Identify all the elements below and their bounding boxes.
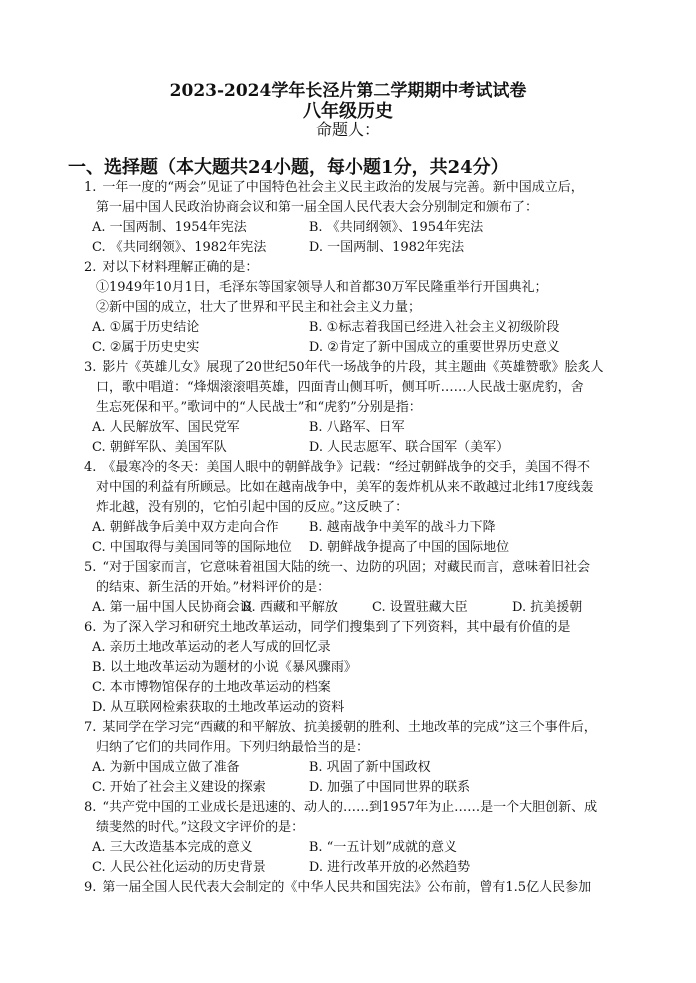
- question-number: 4.: [84, 460, 97, 475]
- question-list: [84, 178, 644, 898]
- question-stem-text: “共产党中国的工业成长是迅速的、动人的……到1957年为止……是一个大胆创新、成: [102, 800, 598, 815]
- answer-option[interactable]: D. 进行改革开放的必然趋势: [308, 860, 471, 875]
- question-stem-line: ②新中国的成立，壮大了世界和平民主和社会主义力量；: [96, 300, 422, 315]
- answer-option[interactable]: C. 中国取得与美国同等的国际地位: [92, 540, 292, 555]
- question-stem-first-line: [84, 458, 644, 478]
- question-number: 5.: [84, 560, 97, 575]
- question-stem-text: 某同学在学习完“西藏的和平解放、抗美援朝的胜利、土地改革的完成”这三个事件后，: [102, 720, 597, 735]
- answer-option[interactable]: C. 《共同纲领》、1982年宪法: [92, 240, 267, 255]
- option-row: [84, 858, 644, 878]
- question-stem-text: 为了深入学习和研究土地改革运动，同学们搜集到了下列资料，其中最有价值的是: [102, 620, 571, 635]
- option-row: [84, 638, 644, 658]
- question-stem-first-line: [84, 798, 644, 818]
- answer-option[interactable]: A. 一国两制、1954年宪法: [92, 220, 247, 235]
- option-row: [84, 678, 644, 698]
- question-item: [84, 458, 644, 558]
- answer-option[interactable]: C. 朝鲜军队、美国军队: [92, 440, 227, 455]
- answer-option[interactable]: A. 第一届中国人民协商会议: [92, 600, 253, 615]
- question-number: 7.: [84, 720, 97, 735]
- answer-option[interactable]: C. ②属于历史史实: [92, 340, 200, 355]
- question-stem-line: 归纳了它们的共同作用。下列归纳最恰当的是：: [96, 740, 370, 755]
- option-row: [84, 318, 644, 338]
- question-number: 9.: [84, 880, 97, 895]
- question-stem-first-line: [84, 878, 644, 898]
- answer-option[interactable]: C. 设置驻藏大臣: [372, 600, 468, 615]
- exam-title: 2023-2024学年长泾片第二学期期中考试试卷: [169, 81, 527, 101]
- question-stem-text: 一年一度的“两会”见证了中国特色社会主义民主政治的发展与完善。新中国成立后，: [102, 180, 584, 195]
- question-stem-first-line: [84, 358, 644, 378]
- answer-option[interactable]: B. 西藏和平解放: [242, 600, 338, 615]
- answer-option[interactable]: C. 本市博物馆保存的土地改革运动的档案: [92, 680, 331, 695]
- question-stem-first-line: [84, 618, 644, 638]
- question-stem-line: 绩斐然的时代。”这段文字评价的是：: [96, 820, 305, 835]
- question-item: [84, 358, 644, 458]
- question-number: 8.: [84, 800, 97, 815]
- question-stem-line: 口，歌中唱道：“烽烟滚滚唱英雄，四面青山侧耳听，侧耳听……人民战士驱虎豹，舍: [96, 380, 584, 395]
- question-stem-text: “对于国家而言，它意味着祖国大陆的统一、边防的巩固；对藏民而言，意味着旧社会: [102, 560, 591, 575]
- answer-option[interactable]: D. 抗美援朝: [512, 600, 583, 615]
- answer-option[interactable]: B. 以土地改革运动为题材的小说《暴风骤雨》: [92, 660, 357, 675]
- answer-option[interactable]: B. 巩固了新中国政权: [308, 760, 431, 775]
- question-item: [84, 718, 644, 798]
- question-number: 2.: [84, 260, 97, 275]
- question-item: [84, 618, 644, 718]
- question-stem-line: 炸北越，没有别的，它怕引起中国的反应。”这反映了：: [96, 500, 409, 515]
- question-stem-first-line: [84, 258, 644, 278]
- answer-option[interactable]: B. 八路军、日军: [308, 420, 405, 435]
- option-row: [84, 598, 644, 618]
- question-stem-line: 第一届中国人民政治协商会议和第一届全国人民代表大会分别制定和颁布了：: [96, 200, 539, 215]
- answer-option[interactable]: D. 加强了中国同世界的联系: [308, 780, 471, 795]
- question-item: [84, 178, 644, 258]
- question-stem-text: 对以下材料理解正确的是：: [102, 260, 259, 275]
- answer-option[interactable]: A. 三大改造基本完成的意义: [92, 840, 253, 855]
- question-item: [84, 798, 644, 878]
- answer-option[interactable]: C. 开始了社会主义建设的探索: [92, 780, 266, 795]
- answer-option[interactable]: A. 人民解放军、国民党军: [92, 420, 240, 435]
- option-row: [84, 658, 644, 678]
- section-heading: 一、选择题（本大题共24小题，每小题1分，共24分）: [68, 157, 509, 178]
- question-number: 3.: [84, 360, 97, 375]
- answer-option[interactable]: A. 朝鲜战争后美中双方走向合作: [92, 520, 279, 535]
- question-stem-first-line: [84, 178, 644, 198]
- answer-option[interactable]: D. 人民志愿军、联合国军（美军）: [308, 440, 510, 455]
- author-label: 命题人：: [315, 120, 380, 139]
- question-stem-text: 第一届全国人民代表大会制定的《中华人民共和国宪法》公布前，曾有1.5亿人民参加: [102, 880, 592, 895]
- question-number: 6.: [84, 620, 97, 635]
- answer-option[interactable]: A. 亲历土地改革运动的老人写成的回忆录: [92, 640, 331, 655]
- question-stem-first-line: [84, 718, 644, 738]
- answer-option[interactable]: B. “一五计划”成就的意义: [308, 840, 457, 855]
- question-item: [84, 558, 644, 618]
- question-stem-line: ①1949年10月1日，毛泽东等国家领导人和首都30万军民隆重举行开国典礼；: [96, 280, 548, 295]
- answer-option[interactable]: B. 越南战争中美军的战斗力下降: [308, 520, 496, 535]
- question-stem-line: 生忘死保和平。”歌词中的“人民战士”和“虎豹”分别是指：: [96, 400, 422, 415]
- option-row: [84, 238, 644, 258]
- answer-option[interactable]: D. 朝鲜战争提高了中国的国际地位: [308, 540, 510, 555]
- question-item: [84, 878, 644, 898]
- option-row: [84, 838, 644, 858]
- question-item: [84, 258, 644, 358]
- answer-option[interactable]: A. ①属于历史结论: [92, 320, 200, 335]
- option-row: [84, 698, 644, 718]
- question-stem-line: 的结束、新生活的开始。”材料评价的是：: [96, 580, 331, 595]
- question-stem-first-line: [84, 558, 644, 578]
- option-row: [84, 758, 644, 778]
- option-row: [84, 418, 644, 438]
- exam-subject: 八年级历史: [303, 101, 393, 122]
- question-stem-line: 对中国的利益有所顾忌。比如在越南战争中，美军的轰炸机从来不敢越过北纬17度线轰: [96, 480, 594, 495]
- question-stem-text: 《最寒冷的冬天：美国人眼中的朝鲜战争》记载：“经过朝鲜战争的交手，美国不得不: [102, 460, 591, 475]
- option-row: [84, 338, 644, 358]
- answer-option[interactable]: A. 为新中国成立做了准备: [92, 760, 240, 775]
- answer-option[interactable]: D. 从互联网检索获取的土地改革运动的资料: [92, 700, 345, 715]
- question-number: 1.: [84, 180, 97, 195]
- answer-option[interactable]: D. ②肯定了新中国成立的重要世界历史意义: [308, 340, 560, 355]
- option-row: [84, 778, 644, 798]
- answer-option[interactable]: B. ①标志着我国已经进入社会主义初级阶段: [308, 320, 560, 335]
- option-row: [84, 218, 644, 238]
- answer-option[interactable]: C. 人民公社化运动的历史背景: [92, 860, 266, 875]
- answer-option[interactable]: B. 《共同纲领》、1954年宪法: [308, 220, 484, 235]
- option-row: [84, 518, 644, 538]
- option-row: [84, 438, 644, 458]
- answer-option[interactable]: D. 一国两制、1982年宪法: [308, 240, 465, 255]
- question-stem-text: 影片《英雄儿女》展现了20世纪50年代一场战争的片段，其主题曲《英雄赞歌》脍炙人: [102, 360, 604, 375]
- option-row: [84, 538, 644, 558]
